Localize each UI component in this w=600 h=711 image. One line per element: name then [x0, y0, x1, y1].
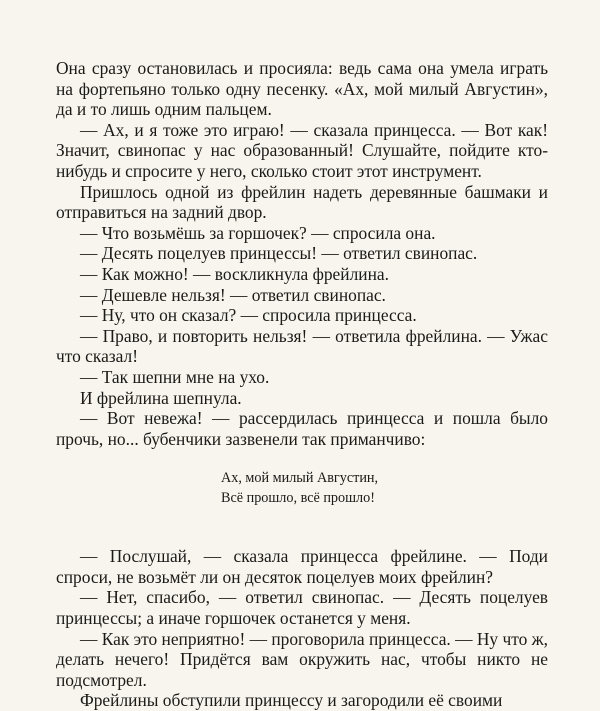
paragraph: — Дешевле нельзя! — ответил свинопас.: [80, 284, 386, 305]
paragraph: — Ах, и я тоже это играю! — сказала принцесса. — Вот как! Значит, свинопас у нас образованный! Слушайте, пойдите кто-нибудь и спросите у него, сколько стоит этот инструмент.: [56, 119, 548, 181]
paragraph: Пришлось одной из фрейлин надеть деревянные башмаки и отправиться на задний двор.: [56, 181, 548, 223]
paragraph: — Вот невежа! — рассердилась принцесса и пошла было прочь, но... бубенчики зазвенели так приманчиво:: [56, 408, 548, 449]
paragraph: И фрейлина шепнула.: [80, 387, 242, 408]
paragraph: — Послушай, — сказала принцесса фрейлине. — Поди спроси, не возьмёт ли он десяток поцелуев моих фрейлин?: [56, 546, 548, 587]
paragraph: — Как это неприятно! — проговорила принцесса. — Ну что ж, делать нечего! Придётся вам окружить нас, чтобы никто не подсмотрел.: [56, 628, 548, 690]
verse-block: [56, 468, 548, 508]
paragraph: — Право, и повторить нельзя! — ответила фрейлина. — Ужас что сказал!: [56, 325, 548, 367]
text-block-top: [56, 58, 548, 449]
paragraph: — Как можно! — воскликнула фрейлина.: [80, 263, 389, 284]
paragraph: Фрейлины обступили принцессу и загородили её своими: [80, 690, 503, 711]
paragraph: — Так шепни мне на ухо.: [80, 366, 270, 387]
text-block-bottom: [56, 546, 548, 711]
body-text: [56, 58, 548, 711]
verse-line-1: Ах, мой милый Августин,: [221, 470, 379, 487]
paragraph: — Десять поцелуев принцессы! — ответил свинопас.: [80, 243, 478, 264]
verse-line-2: Всё прошло, всё прошло!: [221, 490, 375, 507]
paragraph: — Ну, что он сказал? — спросила принцесса.: [80, 305, 417, 326]
paragraph: — Нет, спасибо, — ответил свинопас. — Десять поцелуев принцессы; а иначе горшочек останется у меня.: [56, 587, 548, 629]
paragraph: Она сразу остановилась и просияла: ведь сама она умела играть на фортепьяно только одну песенку. «Ах, мой милый Августин», да и то лишь одним пальцем.: [56, 58, 548, 120]
paragraph: — Что возьмёшь за горшочек? — спросила она.: [80, 222, 436, 243]
